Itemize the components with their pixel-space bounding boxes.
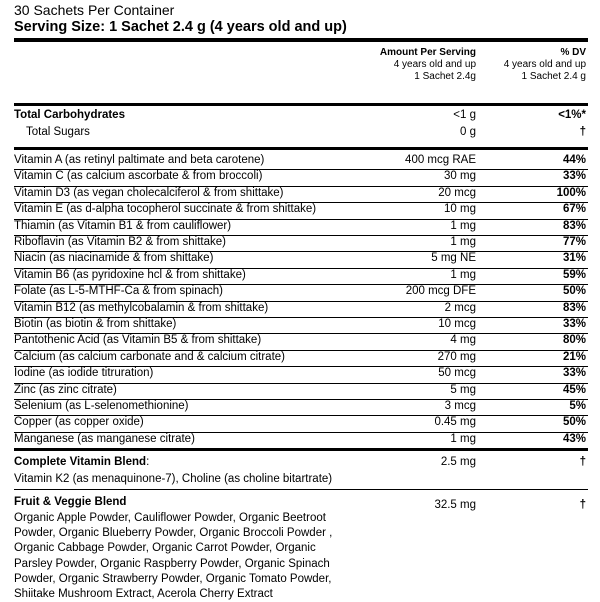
nutrient-label: Manganese (as manganese citrate) [14,432,195,445]
nutrient-dv: 43% [562,432,586,445]
nutrient-dv: 45% [562,383,586,396]
amount-header-serving: 1 Sachet 2.4g [414,71,476,82]
nutrient-amount: 3 mcg [444,400,476,412]
veggie-ingredients-line: Organic Apple Powder, Cauliflower Powder, Organic Beetroot [14,512,326,524]
supplement-facts-panel [14,0,588,600]
nutrient-dv: 67% [562,203,586,216]
nutrient-amount: 200 mcg DFE [405,285,476,298]
nutrient-dv: 33% [562,367,586,380]
vitamin-blend-dv: † [579,456,586,468]
amount-column-header [380,47,476,83]
nutrient-row [14,220,588,236]
nutrient-dv: 83% [562,219,586,232]
dv-header-serving: 1 Sachet 2.4 g [521,71,586,82]
nutrient-label: Thiamin (as Vitamin B1 & from cauliflower) [14,219,232,232]
nutrient-amount: 50 mcg [438,367,476,380]
nutrient-label: Vitamin A (as retinyl paltimate and beta carotene) [14,154,265,166]
nutrient-label: Folate (as L-5-MTHF-Ca & from spinach) [14,285,223,298]
dv-header-age: 4 years old and up [503,59,586,70]
amount-header-age: 4 years old and up [393,59,476,70]
nutrient-amount: 1 mg [450,219,476,232]
nutrient-label: Biotin (as biotin & from shittake) [14,318,177,330]
blend-rule [14,489,588,490]
top-thick-rule [14,38,588,42]
nutrient-label: Selenium (as L-selenomethionine) [14,400,189,412]
nutrient-amount: 10 mg [444,203,476,216]
nutrient-row [14,187,588,203]
nutrient-amount: 400 mcg RAE [405,154,476,166]
nutrient-dv: 50% [562,416,586,429]
nutrient-label: Niacin (as niacinamide & from shittake) [14,252,214,265]
nutrient-row [14,318,588,334]
header-thick-rule [14,103,588,106]
carbs-thick-rule [14,147,588,150]
nutrient-row [14,351,588,367]
vitamin-blend-title-wrap [14,456,149,468]
nutrient-amount: 2 mcg [444,301,476,314]
veggie-ingredients-line: Powder, Organic Blueberry Powder, Organic Broccoli Powder , [14,527,333,540]
nutrient-amount: 30 mg [444,170,476,183]
nutrient-amount: 10 mcg [438,318,476,330]
nutrient-label: Vitamin C (as calcium ascorbate & from broccoli) [14,170,263,183]
veggie-ingredients-line: Parsley Powder, Organic Raspberry Powder, Organic Spinach [14,557,330,570]
nutrient-dv: 5% [569,400,586,412]
nutrients-thick-rule [14,448,588,451]
dv-header-title: % DV [560,47,586,58]
vitamin-blend-amount: 2.5 mg [440,456,476,468]
nutrient-row [14,269,588,285]
nutrient-label: Vitamin B6 (as pyridoxine hcl & from shittake) [14,268,246,281]
nutrient-dv: 83% [562,301,586,314]
veggie-ingredients-line: Powder, Organic Strawberry Powder, Organic Tomato Powder, [14,572,332,585]
nutrient-label: Total Sugars [26,126,90,138]
veggie-ingredients-line: Shiitake Mushroom Extract, Acerola Cherry Extract [14,588,273,601]
nutrient-label: Vitamin B12 (as methylcobalamin & from shittake) [14,301,269,314]
sugars-row [14,126,588,141]
veggie-ingredients-line: Organic Cabbage Powder, Organic Carrot Powder, Organic [14,542,316,555]
nutrient-row [14,203,588,219]
nutrient-row [14,170,588,186]
nutrient-row [14,334,588,350]
nutrient-amount: 1 mg [450,236,476,248]
nutrient-row [14,433,588,449]
nutrient-row [14,285,588,301]
nutrient-row [14,400,588,416]
nutrient-label: Total Carbohydrates [14,109,125,121]
serving-size: Serving Size: 1 Sachet 2.4 g (4 years old and up) [14,19,347,35]
nutrient-row [14,236,588,252]
veggie-blend-amount: 32.5 mg [434,499,476,511]
nutrient-row [14,416,588,432]
nutrient-row [14,154,588,170]
nutrient-label: Copper (as copper oxide) [14,416,144,429]
veggie-blend-title: Fruit & Veggie Blend [14,496,127,508]
vitamin-blend-text: Vitamin K2 (as menaquinone-7), Choline (as choline bitartrate) [14,473,333,485]
nutrient-dv: 50% [562,285,586,298]
veggie-blend-dv: † [579,499,586,511]
nutrient-label: Vitamin E (as d-alpha tocopherol succinate & from shittake) [14,203,317,216]
nutrient-row [14,367,588,383]
nutrient-label: Iodine (as iodide titruration) [14,367,154,380]
nutrient-row [14,252,588,268]
nutrient-amount: 4 mg [450,334,476,347]
nutrient-dv: 59% [562,268,586,281]
nutrient-dv: 44% [562,154,586,166]
nutrient-amount: 20 mcg [438,186,476,199]
vitamin-blend-title: Complete Vitamin Blend [14,456,147,468]
nutrient-amount: 5 mg [450,383,476,396]
veggie-blend-ingredients [14,511,384,602]
nutrient-amount: 270 mg [437,350,476,363]
nutrient-dv: 100% [556,186,586,199]
amount-header-title: Amount Per Serving [379,47,476,58]
nutrient-label: Pantothenic Acid (as Vitamin B5 & from shittake) [14,334,262,347]
nutrient-dv: 33% [562,318,586,330]
nutrient-dv: 31% [562,252,586,265]
carbs-row [14,109,588,124]
vitamin-blend-row [14,456,588,472]
nutrient-label: Riboflavin (as Vitamin B2 & from shittake) [14,236,226,248]
nutrient-row [14,302,588,318]
nutrient-dv: 80% [562,334,586,347]
nutrient-amount: 5 mg NE [431,252,476,265]
nutrient-label: Calcium (as calcium carbonate and & calcium citrate) [14,350,285,363]
nutrient-dv: <1%* [558,109,586,121]
nutrient-dv: 33% [562,170,586,183]
nutrient-label: Zinc (as zinc citrate) [14,383,117,396]
vitamin-blend-colon: : [146,456,150,468]
veggie-blend-row [14,496,588,512]
nutrient-label: Vitamin D3 (as vegan cholecalciferol & from shittake) [14,186,284,199]
nutrient-row [14,384,588,400]
nutrient-dv: † [579,126,586,138]
nutrient-amount: 0 g [460,126,476,138]
dv-column-header [504,47,586,83]
nutrient-amount: 0.45 mg [434,416,476,429]
servings-per-container: 30 Sachets Per Container [14,2,175,18]
nutrient-amount: <1 g [453,109,476,121]
nutrient-amount: 1 mg [450,268,476,281]
nutrient-amount: 1 mg [450,432,476,445]
nutrient-dv: 77% [562,236,586,248]
nutrient-dv: 21% [562,350,586,363]
